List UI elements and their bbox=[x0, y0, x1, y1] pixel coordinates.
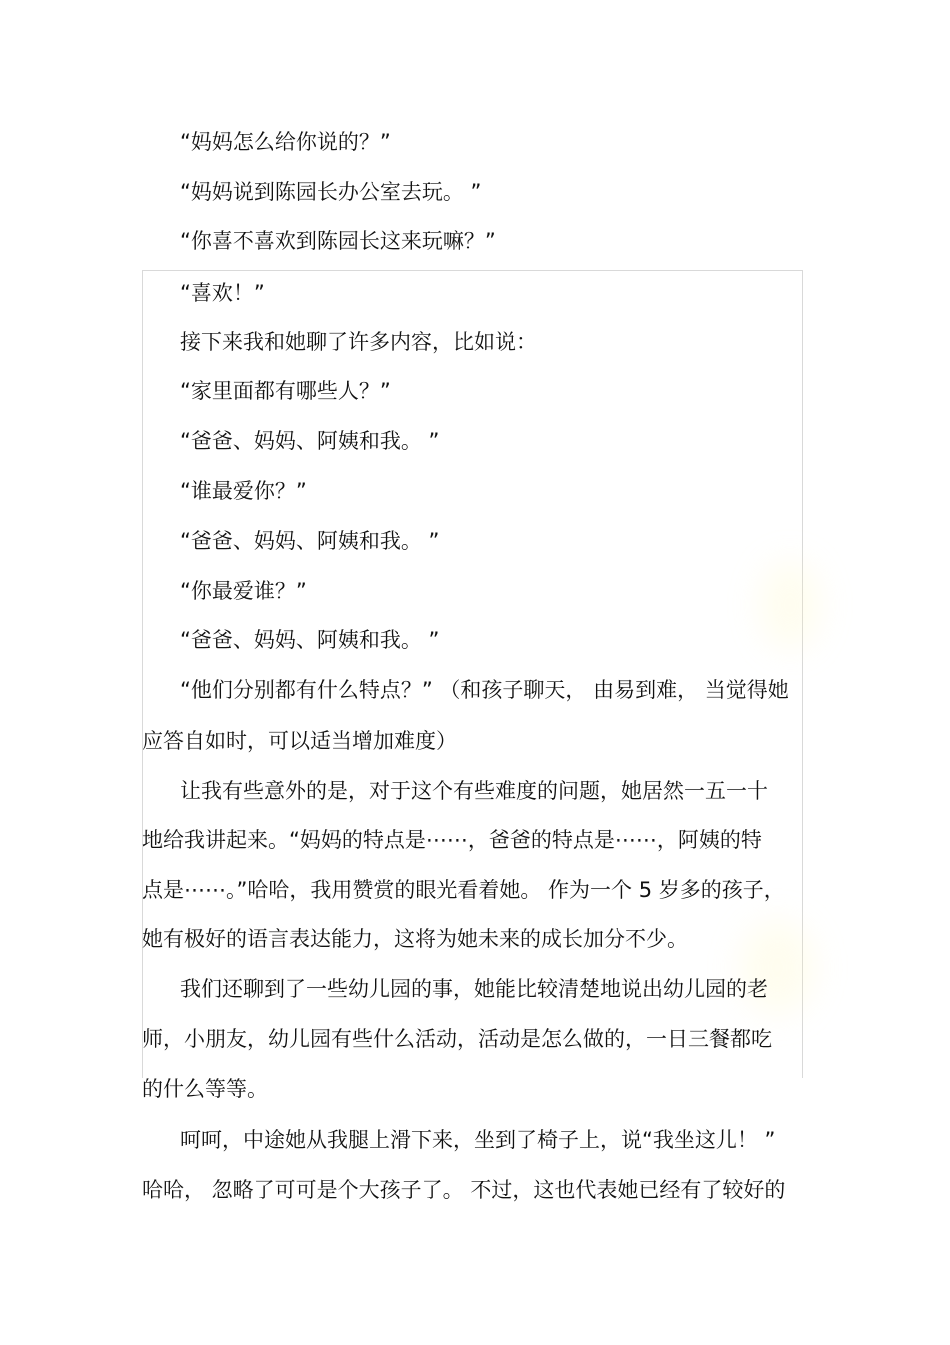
dialogue-line-6: “家里面都有哪些人？” bbox=[180, 379, 391, 403]
paragraph-line-17: 她有极好的语言表达能力，这将为她未来的成长加分不少。 bbox=[142, 927, 688, 951]
paragraph-line-5: 接下来我和她聊了许多内容，比如说： bbox=[180, 330, 537, 354]
dialogue-line-3: “你喜不喜欢到陈园长这来玩嘛？” bbox=[180, 229, 496, 253]
paragraph-line-22: 哈哈， 忽略了可可是个大孩子了。 不过，这也代表她已经有了较好的 bbox=[142, 1178, 786, 1202]
paragraph-line-19: 师，小朋友，幼儿园有些什么活动，活动是怎么做的，一日三餐都吃 bbox=[142, 1027, 772, 1051]
dialogue-line-8: “谁最爱你？” bbox=[180, 479, 307, 503]
dialogue-line-12: “他们分别都有什么特点？” （和孩子聊天， 由易到难， 当觉得她 bbox=[180, 678, 789, 702]
dialogue-line-10: “你最爱谁？” bbox=[180, 579, 307, 603]
paragraph-line-14: 让我有些意外的是，对于这个有些难度的问题，她居然一五一十 bbox=[180, 779, 768, 803]
paragraph-line-16: 点是⋯⋯。”哈哈，我用赞赏的眼光看着她。 作为一个 5 岁多的孩子， bbox=[142, 878, 785, 902]
paragraph-line-21: 呵呵，中途她从我腿上滑下来，坐到了椅子上，说“我坐这儿！ ” bbox=[180, 1128, 776, 1152]
paragraph-line-13: 应答自如时，可以适当增加难度） bbox=[142, 729, 457, 753]
paragraph-line-18: 我们还聊到了一些幼儿园的事，她能比较清楚地说出幼儿园的老 bbox=[180, 977, 768, 1001]
dialogue-line-1: “妈妈怎么给你说的？” bbox=[180, 130, 391, 154]
dialogue-line-4: “喜欢！” bbox=[180, 281, 265, 305]
dialogue-line-7: “爸爸、妈妈、阿姨和我。 ” bbox=[180, 429, 440, 453]
dialogue-line-11: “爸爸、妈妈、阿姨和我。 ” bbox=[180, 628, 440, 652]
dialogue-line-2: “妈妈说到陈园长办公室去玩。 ” bbox=[180, 180, 482, 204]
paragraph-line-15: 地给我讲起来。“妈妈的特点是⋯⋯，爸爸的特点是⋯⋯，阿姨的特 bbox=[142, 828, 762, 852]
dialogue-line-9: “爸爸、妈妈、阿姨和我。 ” bbox=[180, 529, 440, 553]
paragraph-line-20: 的什么等等。 bbox=[142, 1077, 268, 1101]
